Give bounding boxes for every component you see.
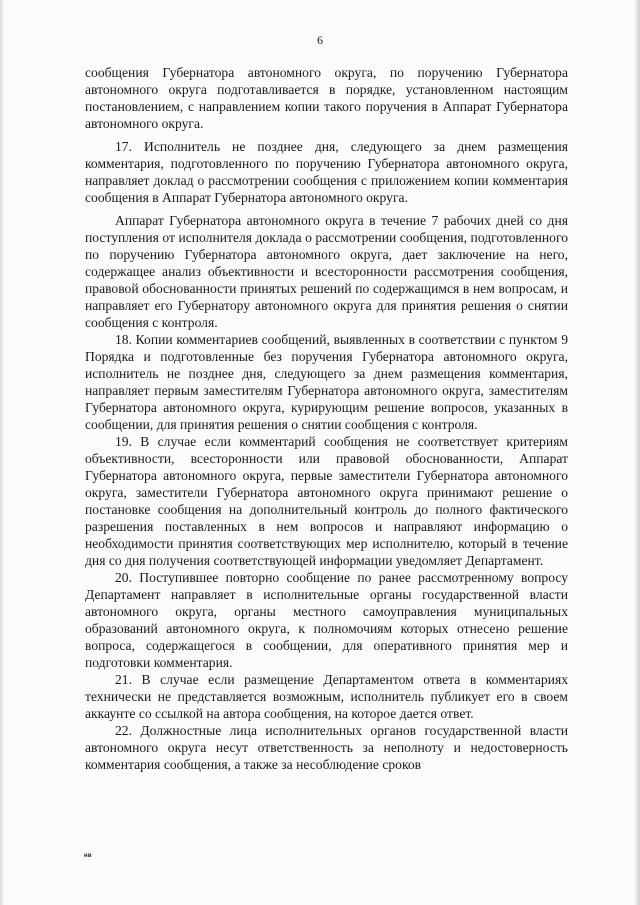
scan-edge-left [0, 0, 4, 905]
paragraph-20: 20. Поступившее повторно сообщение по ранее рассмотренному вопросу Департамент направляет в исполнительные органы государственной власти автономного округа, органы местного самоуправления муниципальных образований автономного округа, к полномочиям которых отнесено решение вопроса, содержащегося в сообщении, для оперативного принятия мер и подготовки комментария. [85, 570, 568, 670]
paragraph-21: 21. В случае если размещение Департаментом ответа в комментариях технически не представляется возможным, исполнитель публикует его в своем аккаунте со ссылкой на автора сообщения, на которое дается ответ. [85, 672, 568, 721]
document-body [85, 64, 568, 773]
footer-initials: нв [84, 853, 92, 859]
scan-edge-right [634, 0, 640, 905]
paragraph-17: 17. Исполнитель не позднее дня, следующего за днем размещения комментария, подготовленного по поручению Губернатора автономного округа, направляет доклад о рассмотрении сообщения с приложением копии комментария сообщения в Аппарат Губернатора автономного округа. [85, 139, 568, 205]
paragraph-17-apparatus: Аппарат Губернатора автономного округа в течение 7 рабочих дней со дня поступления от исполнителя доклада о рассмотрении сообщения, подготовленного по поручению Губернатора автономного округа, дает заключение на него, содержащее анализ объективности и всесторонности рассмотрения сообщения, правовой обоснованности принятых решений по содержащимся в нем вопросам, и направляет его Губернатору автономного округа для принятия решения о снятии сообщения с контроля. [85, 213, 568, 330]
paragraph-18: 18. Копии комментариев сообщений, выявленных в соответствии с пунктом 9 Порядка и подготовленные без поручения Губернатора автономного округа, исполнитель не позднее дня, следующего за днем размещения комментария, направляет первым заместителям Губернатора автономного округа, заместителям Губернатора автономного округа, курирующим решение вопросов, указанных в сообщении, для принятия решения о снятии сообщения с контроля. [85, 332, 568, 432]
page-number: 6 [317, 33, 323, 47]
paragraph-22: 22. Должностные лица исполнительных органов государственной власти автономного округа несут ответственность за неполноту и недостоверность комментария сообщения, а также за несоблюдение сроков [85, 723, 568, 772]
paragraph-continuation: сообщения Губернатора автономного округа, по поручению Губернатора автономного округа подготавливается в порядке, установленном настоящим постановлением, с направлением копии такого поручения в Аппарат Губернатора автономного округа. [85, 65, 568, 131]
paragraph-19: 19. В случае если комментарий сообщения не соответствует критериям объективности, всесторонности или правовой обоснованности, Аппарат Губернатора автономного округа, первые заместители Губернатора автономного округа, заместители Губернатора автономного округа принимают решение о постановке сообщения на дополнительный контроль до полного фактического разрешения поставленных в нем вопросов и направляют информацию о необходимости принятия соответствующих мер исполнителю, который в течение дня со дня получения соответствующей информации уведомляет Департамент. [85, 434, 568, 568]
